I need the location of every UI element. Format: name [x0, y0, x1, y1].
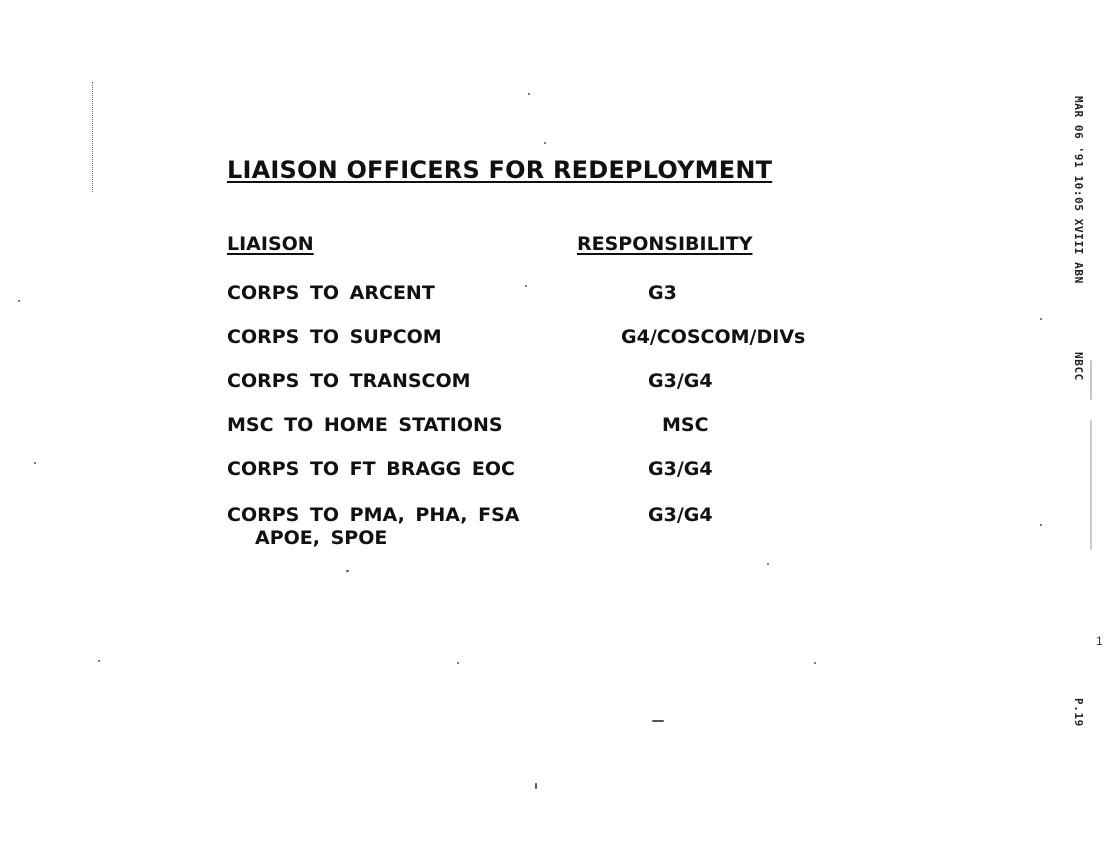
column-header-liaison: LIAISON [227, 233, 314, 255]
scan-speck [535, 783, 537, 789]
scan-speck [34, 462, 36, 464]
scan-speck [544, 142, 546, 144]
scan-speck [98, 660, 100, 662]
scan-edge-marks [92, 82, 94, 192]
scan-speck [1040, 318, 1042, 320]
scan-speck [457, 662, 459, 664]
responsibility-cell: G3/G4 [648, 504, 713, 526]
fax-office: NBCC [1072, 352, 1085, 381]
scan-speck [1090, 420, 1092, 550]
scan-speck [767, 563, 769, 565]
page-title: LIAISON OFFICERS FOR REDEPLOYMENT [227, 156, 773, 184]
liaison-cell: CORPS TO ARCENT [227, 282, 435, 304]
scan-speck [528, 93, 530, 95]
liaison-cell-line2: APOE, SPOE [255, 527, 388, 549]
liaison-cell: CORPS TO SUPCOM [227, 326, 442, 348]
liaison-cell: MSC TO HOME STATIONS [227, 414, 503, 436]
responsibility-cell: G4/COSCOM/DIVs [621, 326, 806, 348]
scan-speck [346, 570, 349, 572]
liaison-cell [227, 504, 519, 550]
margin-number: 1 [1096, 634, 1103, 648]
scan-speck [1090, 360, 1092, 400]
scan-speck [18, 300, 20, 302]
responsibility-cell: G3 [648, 282, 677, 304]
fax-timestamp: MAR 06 '91 10:05 XVIII ABN [1072, 96, 1085, 284]
column-header-responsibility: RESPONSIBILITY [577, 233, 753, 255]
scan-speck [652, 720, 664, 722]
responsibility-cell: MSC [662, 414, 709, 436]
responsibility-cell: G3/G4 [648, 370, 713, 392]
liaison-cell-line1: CORPS TO PMA, PHA, FSA [227, 504, 520, 526]
liaison-cell: CORPS TO FT BRAGG EOC [227, 458, 515, 480]
scan-speck [814, 662, 816, 664]
scan-speck [525, 285, 527, 287]
responsibility-cell: G3/G4 [648, 458, 713, 480]
scan-speck [1040, 524, 1042, 526]
liaison-cell: CORPS TO TRANSCOM [227, 370, 471, 392]
fax-page-number: P.19 [1072, 698, 1085, 727]
